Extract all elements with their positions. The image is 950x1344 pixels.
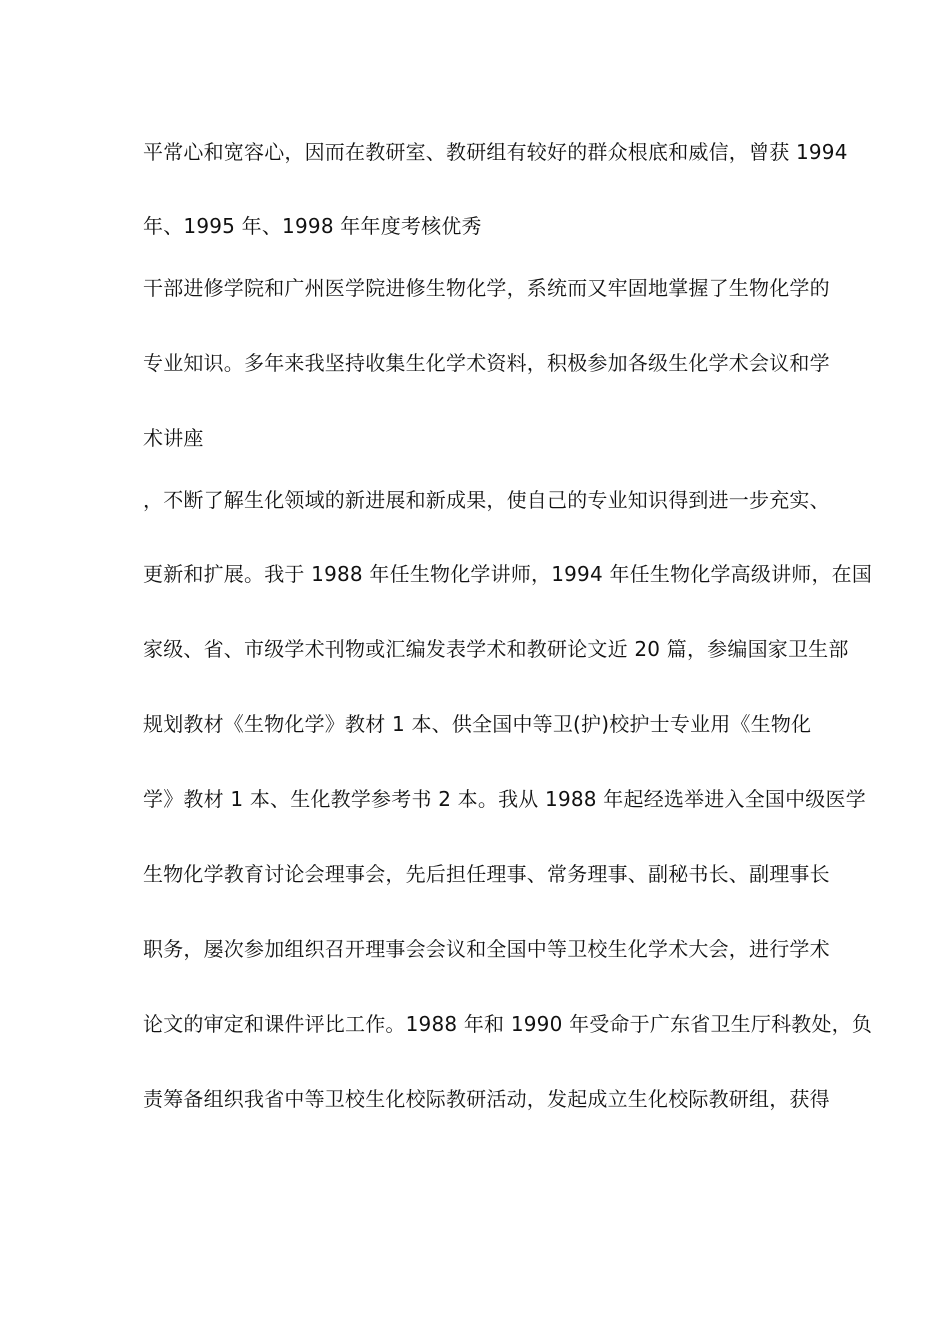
text-line-9: 规划教材《生物化学》教材 1 本、供全国中等卫(护)校护士专业用《生物化 bbox=[143, 712, 812, 736]
text-line-13: 论文的审定和课件评比工作。1988 年和 1990 年受命于广东省卫生厅科教处，负 bbox=[143, 1012, 873, 1036]
text-line-12: 职务，屡次参加组织召开理事会会议和全国中等卫校生化学术大会，进行学术 bbox=[143, 937, 830, 961]
text-line-6: ，不断了解生化领域的新进展和新成果，使自己的专业知识得到进一步充实、 bbox=[143, 488, 830, 512]
text-line-3: 干部进修学院和广州医学院进修生物化学，系统而又牢固地掌握了生物化学的 bbox=[143, 276, 830, 300]
text-line-4: 专业知识。多年来我坚持收集生化学术资料，积极参加各级生化学术会议和学 bbox=[143, 351, 830, 375]
text-line-5: 术讲座 bbox=[143, 426, 204, 450]
text-line-10: 学》教材 1 本、生化教学参考书 2 本。我从 1988 年起经选举进入全国中级医学 bbox=[143, 787, 866, 811]
text-line-11: 生物化学教育讨论会理事会，先后担任理事、常务理事、副秘书长、副理事长 bbox=[143, 862, 830, 886]
text-line-8: 家级、省、市级学术刊物或汇编发表学术和教研论文近 20 篇，参编国家卫生部 bbox=[143, 637, 849, 661]
text-line-1: 平常心和宽容心，因而在教研室、教研组有较好的群众根底和威信，曾获 1994 bbox=[143, 140, 848, 164]
text-line-14: 责筹备组织我省中等卫校生化校际教研活动，发起成立生化校际教研组，获得 bbox=[143, 1087, 830, 1111]
text-line-7: 更新和扩展。我于 1988 年任生物化学讲师，1994 年任生物化学高级讲师，在国 bbox=[143, 562, 873, 586]
text-line-2: 年、1995 年、1998 年年度考核优秀 bbox=[143, 214, 482, 238]
